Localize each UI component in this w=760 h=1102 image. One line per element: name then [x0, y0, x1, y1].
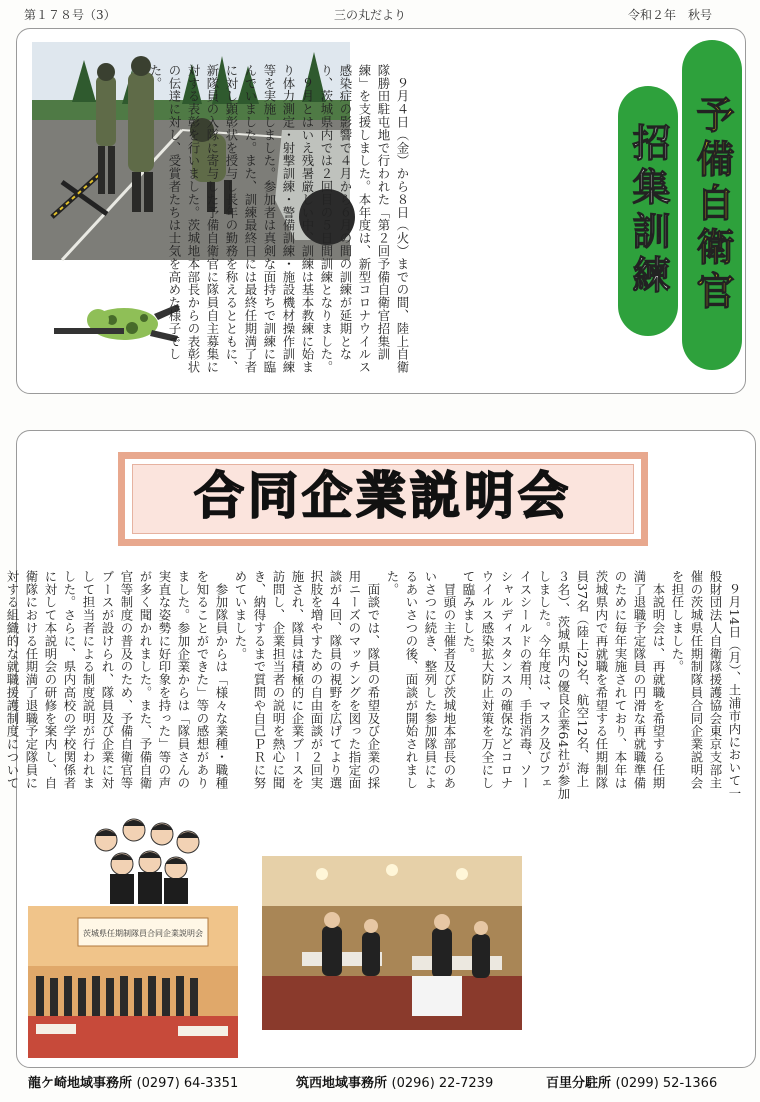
newsletter-title: 三の丸だより [334, 8, 407, 22]
job-fair-opening-photo [28, 906, 238, 1058]
season-label: 令和２年 秋号 [628, 8, 713, 22]
training-call-title: 招集訓練 [618, 86, 678, 336]
job-fair-interview-photo [262, 856, 522, 1030]
office-hyakuri: 百里分駐所 (0299) 52-1366 [546, 1076, 718, 1091]
job-fair-banner [118, 452, 648, 546]
office-ryugasaki: 龍ケ崎地域事務所 (0297) 64-3351 [28, 1076, 239, 1091]
photo-sign-text: 茨城県任期制隊員合同企業説明会 [83, 929, 203, 938]
job-fair-body-top: ９月14日（月）、土浦市内において一般財団法人自衛隊援護協会東京支部主催の茨城県任期制隊員合同企業説明会を担任しました。 本説明会は、再就職を希望する任期満了退職予定隊員の円滑な再就職準備のために毎年実施されており、本年は茨城県内で再就職を希望する任期制隊員37名（陸上22名、航空12名、海上３名）、茨城県内の優良企業64社が参加しました。今年度は、マスク及びフェイスシールドの着用、手指消毒、ソーシャルディスタンスの確保などコロナウイルス感染拡大防止対策を万全にして臨みました。 冒頭の主催者及び茨城地本部長のあいさつに続き、整列した参加隊員によるあいさつの後、面談が開始されました。 面談では、隊員の希望及び企業の採用ニーズのマッチングを図った指定面談が４回、隊員の視野を広げてより選択肢を増やすための自由面談が２回実施され、隊員は積極的に企業ブースを訪問し、企業担当者の説明を熱心に聞き、納得するまで質問や自己ＰＲに努めていました。 参加隊員からは「様々な業種・職種を知ることができた」等の感想がありました。参加企業からは「隊員さんの実直な姿勢に好印象を持った」等の声が多く聞かれました。また、予備自衛官等制度の普及のため、予備自衛官等ブースが設けられ、隊員及び企業に対して担当者による制度説明が行われました。さらに、県内高校の学校関係者に対して本説明会の研修を案内し、自衛隊における任期満了退職予定隊員に対する組織的な就職援護制度について [5, 570, 742, 800]
issue-number: 第１７８号（3） [24, 8, 116, 22]
reserve-training-body: ９月４日（金）から８日（火）までの間、陸上自衛隊勝田駐屯地で行われた「第２回予備自衛官招集訓練」を支援しました。本年度は、新型コロナウイルス感染症の影響で４月から６月の間の訓練が延期となり、茨城県内では２回目の５日間訓練となりました。 ９月とはいえ残暑厳しい中、訓練は基本教練に始まり体力測定・射撃訓練・警備訓練・施設機材操作訓練等を実施しました。参加者は真剣な面持ちで訓練に臨んでいました。また、訓練最終日には最終任期満了者に対し顕彰状を授与し長年の勤務を称えるとともに、新隊員の入隊に寄与した予備自衛官に隊員自主募集に対する表彰を行いました。茨城地本部長からの表彰状の伝達に対し、受賞者たちは士気を高めた様子でした。 [148, 64, 410, 374]
cheering-staff-illustration [76, 812, 226, 904]
reserve-officer-title: 予備自衛官 [682, 40, 742, 370]
job-fair-title: 合同企業説明会 [194, 467, 572, 525]
office-chikusei: 筑西地域事務所 (0296) 22-7239 [296, 1076, 494, 1091]
